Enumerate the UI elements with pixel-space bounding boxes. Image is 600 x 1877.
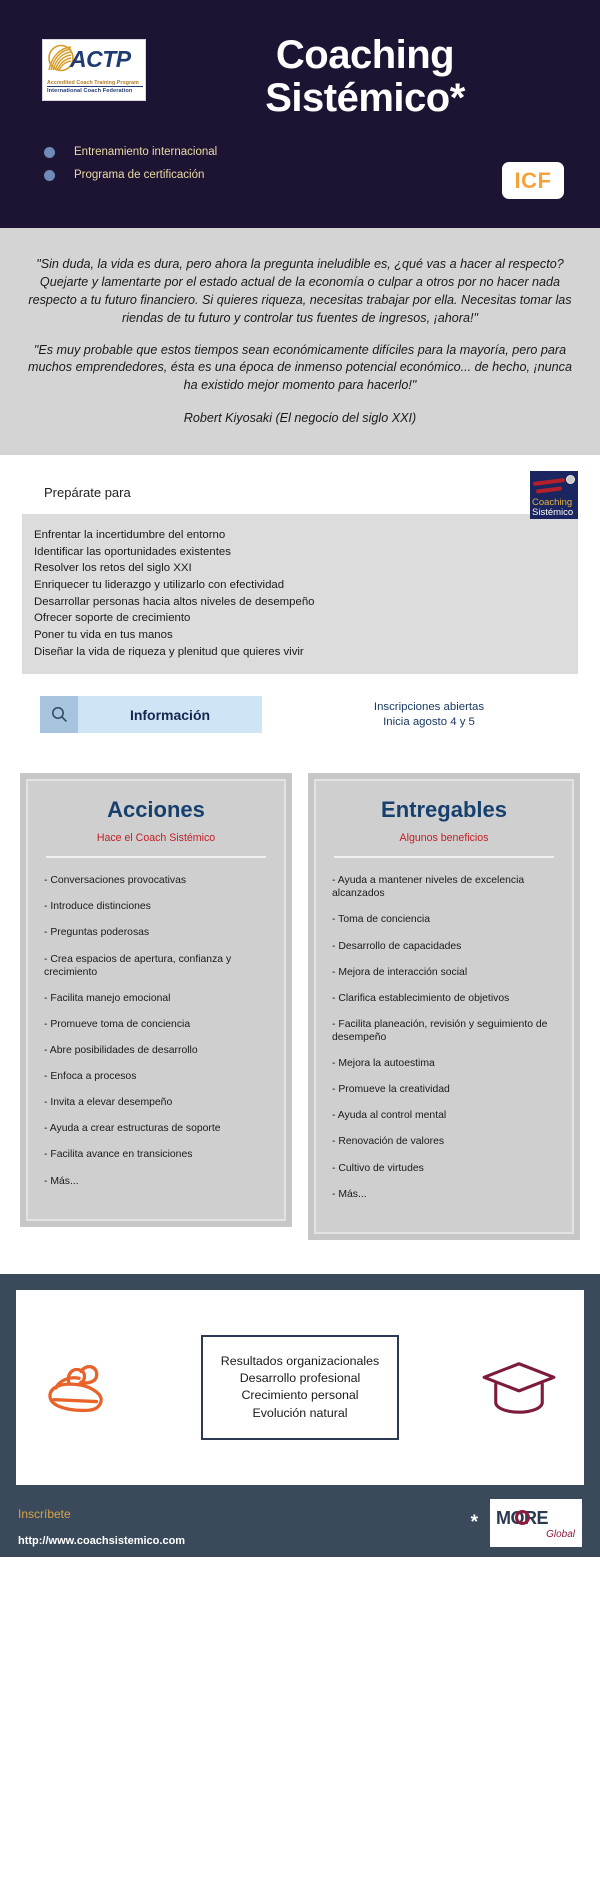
footer-bottom-row xyxy=(16,1485,584,1547)
list-item: - Facilita avance en transiciones xyxy=(44,1149,193,1161)
bullet-dot-icon xyxy=(44,147,55,158)
list-item: - Cultivo de virtudes xyxy=(332,1162,424,1174)
column-entregables xyxy=(308,773,580,1240)
list-item: - Mejora de interacción social xyxy=(332,966,468,978)
logo-label-line-2: Sistémico xyxy=(532,507,574,519)
actp-subtitle-2: International Coach Federation xyxy=(47,88,133,94)
list-item: - Mejora la autoestima xyxy=(332,1058,435,1070)
actp-wordmark: ACTP xyxy=(70,46,131,72)
quote-author: Robert Kiyosaki (El negocio del siglo XXI) xyxy=(183,411,417,426)
divider xyxy=(334,856,554,858)
list-item: Resolver los retos del siglo XXI xyxy=(34,562,192,575)
column-panel xyxy=(314,779,574,1234)
list-item: - Ayuda al control mental xyxy=(332,1110,447,1122)
list-item: - Más... xyxy=(332,1188,367,1200)
more-global-logo xyxy=(490,1499,582,1547)
sphere-icon xyxy=(566,475,575,484)
quote-paragraph-2: "Es muy probable que estos tiempos sean económicamente difíciles para la mayoría, pero para muchos emprendedores, ésta es una época de inmenso potencial económico... de hecho, ¡nunca ha existido mejor momento para hacerlo!" xyxy=(28,342,572,393)
info-row xyxy=(0,674,600,733)
quote-section xyxy=(0,228,600,455)
registration-line-1: Inscripciones abiertas xyxy=(373,700,485,713)
column-panel xyxy=(26,779,286,1220)
registration-status xyxy=(262,700,578,730)
bullet-dot-icon xyxy=(44,170,55,181)
footer-right xyxy=(471,1499,582,1547)
list-item: - Ayuda a mantener niveles de excelencia alcanzados xyxy=(332,875,525,900)
comparison-columns xyxy=(0,733,600,1240)
swoosh-stripe-icon xyxy=(536,487,562,494)
hero-bullet-list xyxy=(44,146,580,181)
outcome-line: Desarrollo profesional xyxy=(239,1370,361,1385)
column-subtitle: Hace el Coach Sistémico xyxy=(96,832,216,845)
list-item: - Más... xyxy=(44,1175,79,1187)
list-item: - Invita a elevar desempeño xyxy=(44,1097,173,1109)
graduation-cap-icon xyxy=(480,1356,558,1418)
list-item: - Enfoca a procesos xyxy=(44,1071,137,1083)
prepare-section xyxy=(0,455,600,519)
list-item: Poner tu vida en tus manos xyxy=(34,628,173,641)
more-wordmark: MORE xyxy=(496,1507,548,1528)
list-item: - Crea espacios de apertura, confianza y crecimiento xyxy=(44,953,232,978)
list-item: - Renovación de valores xyxy=(332,1136,445,1148)
list-item: - Desarrollo de capacidades xyxy=(332,940,462,952)
hero-section xyxy=(0,0,600,228)
outcomes-box xyxy=(201,1335,399,1440)
quote-paragraph-1: "Sin duda, la vida es dura, pero ahora la pregunta ineludible es, ¿qué vas a hacer al respecto? Quejarte y lamentarte por el estado actual de la economía o culpar a otros por no hacer nada respecto a tu futuro financiero. Si quieres riqueza, necesitas trabajar por ella. Necesitas tomar las riendas de tu futuro y controlar tus fuentes de ingresos, ¡ahora!" xyxy=(28,257,572,325)
icf-badge: ICF xyxy=(502,162,564,199)
list-item xyxy=(44,169,580,181)
list-item: - Conversaciones provocativas xyxy=(44,875,187,887)
search-icon[interactable] xyxy=(40,696,78,733)
inscribete-link[interactable]: Inscríbete xyxy=(18,1506,71,1521)
list-item: - Preguntas poderosas xyxy=(44,927,150,939)
divider xyxy=(46,856,266,858)
swoosh-stripe-icon xyxy=(533,478,565,486)
list-item: - Abre posibilidades de desarrollo xyxy=(44,1045,198,1057)
more-ring-icon xyxy=(515,1510,530,1525)
footnote-asterisk: * xyxy=(470,1511,478,1533)
list-item: Desarrollar personas hacia altos niveles de desempeño xyxy=(34,595,315,608)
list-item: Enriquecer tu liderazgo y utilizarlo con efectividad xyxy=(34,579,285,592)
outcomes-card xyxy=(16,1290,584,1485)
informacion-button-label: Información xyxy=(78,696,262,733)
column-title: Entregables xyxy=(381,797,507,823)
gift-icon xyxy=(42,1355,120,1419)
more-tagline: Global xyxy=(546,1528,575,1540)
list-item: - Clarifica establecimiento de objetivos xyxy=(332,992,510,1004)
list-item: Identificar las oportunidades existentes xyxy=(34,545,231,558)
registration-line-2: Inicia agosto 4 y 5 xyxy=(383,715,475,728)
list-item: Ofrecer soporte de crecimiento xyxy=(34,612,191,625)
list-item: - Toma de conciencia xyxy=(332,914,430,926)
list-item: - Facilita planeación, revisión y seguimiento de desempeño xyxy=(332,1018,548,1044)
list-item: - Promueve toma de conciencia xyxy=(44,1018,191,1030)
hero-top-row xyxy=(20,22,580,120)
prepare-heading: Prepárate para xyxy=(44,485,131,501)
actp-subtitle-1: Accredited Coach Training Program xyxy=(47,80,139,86)
column-title: Acciones xyxy=(107,797,205,823)
list-item: Enfrentar la incertidumbre del entorno xyxy=(34,529,226,542)
page-title-line-2: Sistémico* xyxy=(265,76,465,121)
column-subtitle: Algunos beneficios xyxy=(399,832,489,845)
list-item: Diseñar la vida de riqueza y plenitud que quieres vivir xyxy=(34,645,304,658)
hero-bullet-label: Programa de certificación xyxy=(74,169,205,182)
actp-divider xyxy=(47,86,143,87)
list-item: - Facilita manejo emocional xyxy=(44,992,171,1004)
outcome-line: Resultados organizacionales xyxy=(220,1353,380,1368)
page-title xyxy=(150,34,580,120)
actp-logo xyxy=(42,39,146,101)
list-item xyxy=(44,146,580,158)
list-item: - Promueve la creatividad xyxy=(332,1084,450,1096)
footer-left xyxy=(18,1507,471,1547)
outcome-line: Evolución natural xyxy=(252,1405,348,1420)
coaching-sistemico-logo xyxy=(530,471,578,519)
hero-bullet-label: Entrenamiento internacional xyxy=(74,146,218,159)
column-acciones xyxy=(20,773,292,1226)
website-url[interactable]: http://www.coachsistemico.com xyxy=(18,1534,186,1547)
outcome-line: Crecimiento personal xyxy=(241,1388,359,1403)
list-item: - Ayuda a crear estructuras de soporte xyxy=(44,1123,221,1135)
logo-label-line-1: Coaching xyxy=(532,497,573,509)
list-item: - Introduce distinciones xyxy=(44,901,151,913)
page-title-line-1: Coaching xyxy=(275,33,455,77)
prepare-list-box xyxy=(22,514,578,674)
footer-section xyxy=(0,1274,600,1557)
informacion-button[interactable] xyxy=(40,696,262,733)
